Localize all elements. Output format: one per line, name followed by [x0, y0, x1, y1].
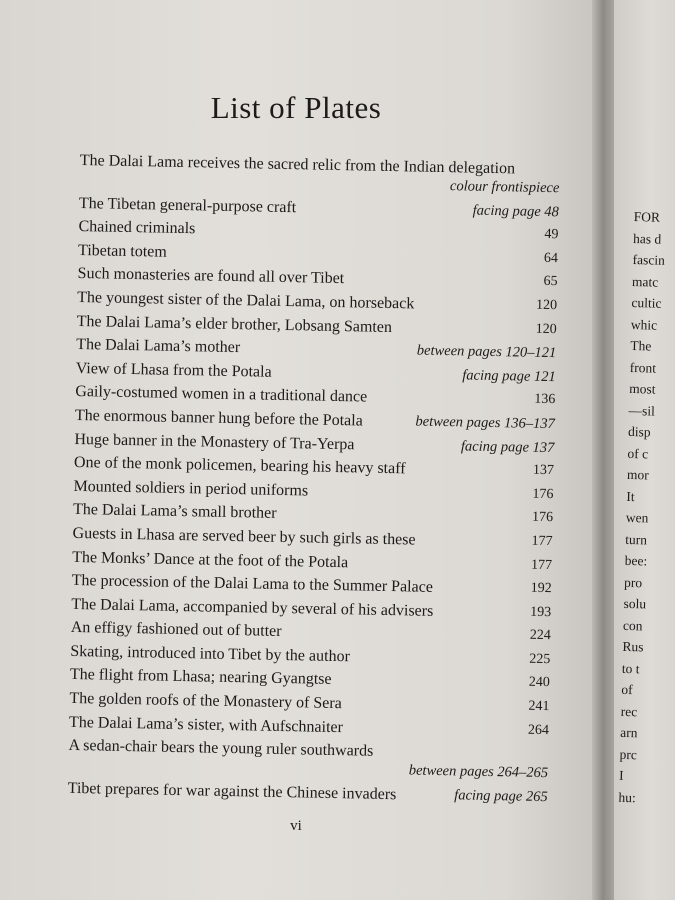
plate-page: facing page 265	[454, 787, 548, 805]
page-title: List of Plates	[210, 90, 382, 125]
plate-page: 120	[535, 321, 557, 337]
plate-page: 240	[528, 675, 550, 691]
plate-page: 241	[528, 698, 550, 715]
right-page-line: fascin	[632, 251, 666, 268]
plate-page: facing page 137	[460, 437, 555, 456]
right-page-line: has d	[632, 230, 662, 247]
plate-page: 225	[529, 651, 551, 667]
right-page-line: hu:	[618, 789, 636, 805]
plate-title: The golden roofs of the Monastery of Sera	[69, 689, 342, 713]
plate-title: The youngest sister of the Dalai Lama, on horseback	[77, 288, 415, 313]
plate-title: Tibetan totem	[77, 241, 167, 261]
right-page-line: I	[618, 767, 624, 783]
plate-title: The Dalai Lama, accompanied by several of his advisers	[71, 595, 434, 620]
plate-entries	[69, 193, 559, 745]
plate-page: colour frontispiece	[449, 178, 560, 197]
plate-title: The procession of the Dalai Lama to the Summer Palace	[71, 572, 434, 596]
right-page-line: arn	[620, 724, 638, 741]
right-page-line: mor	[626, 466, 649, 483]
plate-page: 193	[530, 604, 552, 620]
right-page-line: disp	[627, 423, 651, 440]
plate-title: Gaily-costumed women in a traditional dance	[75, 383, 368, 406]
book-gutter	[592, 0, 614, 900]
plate-title: Huge banner in the Monastery of Tra-Yerpa	[74, 430, 355, 453]
right-page-line: most	[629, 380, 656, 397]
plate-title: View of Lhasa from the Potala	[75, 359, 272, 381]
right-page-line: —sil	[628, 402, 656, 419]
plate-title: The Dalai Lama’s mother	[76, 336, 241, 357]
plate-title: Tibet prepares for war against the Chinese invaders	[67, 779, 397, 804]
plate-page: 177	[530, 557, 553, 573]
right-page-line: FOR	[633, 208, 661, 225]
plate-title: The Dalai Lama’s elder brother, Lobsang Samten	[76, 312, 393, 336]
plate-title: The Dalai Lama’s sister, with Aufschnaiter	[68, 713, 344, 736]
plate-page: 137	[532, 462, 555, 479]
plate-page: 49	[544, 227, 559, 243]
plate-title: The enormous banner hung before the Potala	[74, 406, 363, 430]
right-page-line: front	[629, 359, 657, 376]
right-page	[614, 0, 675, 900]
right-page-line: cultic	[631, 294, 662, 311]
plate-page: 177	[531, 533, 553, 550]
right-page-text	[618, 206, 666, 809]
plate-page: 176	[531, 510, 554, 526]
right-page-line: bee:	[624, 552, 648, 569]
right-page-line: to t	[621, 660, 640, 676]
plate-title: Chained criminals	[78, 218, 196, 238]
plate-page: 224	[529, 628, 551, 644]
plate-page: 176	[532, 486, 554, 502]
plate-page: 192	[530, 580, 552, 597]
plate-title: An effigy fashioned out of butter	[70, 619, 282, 641]
right-page-line: It	[626, 488, 635, 504]
plate-title: A sedan-chair bears the young ruler southwards	[68, 737, 374, 760]
plate-title: The Dalai Lama receives the sacred relic from the Indian delegation	[79, 151, 516, 178]
plate-page: 264	[527, 722, 550, 738]
plate-page: between pages 264–265	[408, 762, 549, 782]
right-page-line: solu	[623, 595, 647, 612]
plate-title: The Tibetan general-purpose craft	[78, 194, 297, 216]
plate-page: facing page 48	[472, 202, 560, 220]
plate-page: between pages 120–121	[416, 342, 557, 362]
right-page-line: turn	[625, 531, 648, 547]
right-page-line: Rus	[622, 638, 644, 655]
right-page-line: matc	[631, 273, 659, 290]
plate-title: Such monasteries are found all over Tibet	[77, 265, 345, 288]
right-page-line: con	[622, 617, 643, 633]
plate-title: Guests in Lhasa are served beer by such girls as these	[72, 524, 416, 549]
right-page-line: pro	[623, 574, 643, 590]
right-page-line: of c	[627, 445, 649, 461]
plate-title: The Dalai Lama’s small brother	[72, 501, 277, 523]
plate-title: Skating, introduced into Tibet by the author	[70, 642, 351, 666]
plate-page: 65	[543, 274, 558, 290]
plate-page: between pages 136–137	[415, 413, 555, 433]
right-page-line: whic	[630, 316, 658, 333]
plate-page: 136	[534, 392, 556, 408]
plate-title: The flight from Lhasa; nearing Gyangtse	[69, 666, 332, 689]
plate-title: Mounted soldiers in period uniforms	[73, 477, 309, 500]
plate-page: 120	[535, 297, 558, 314]
right-page-line: wen	[625, 509, 649, 526]
right-page-line: of	[621, 681, 633, 698]
plates-list	[67, 150, 559, 811]
plate-page: facing page 121	[462, 367, 556, 385]
right-page-line: rec	[620, 703, 638, 719]
right-page-line: The	[630, 337, 652, 354]
page-number: vi	[290, 818, 302, 834]
plate-title: One of the monk policemen, bearing his heavy staff	[73, 454, 406, 478]
plate-page: 64	[543, 250, 559, 266]
right-page-line: prc	[619, 746, 638, 762]
plate-title: The Monks’ Dance at the foot of the Potala	[72, 548, 349, 571]
